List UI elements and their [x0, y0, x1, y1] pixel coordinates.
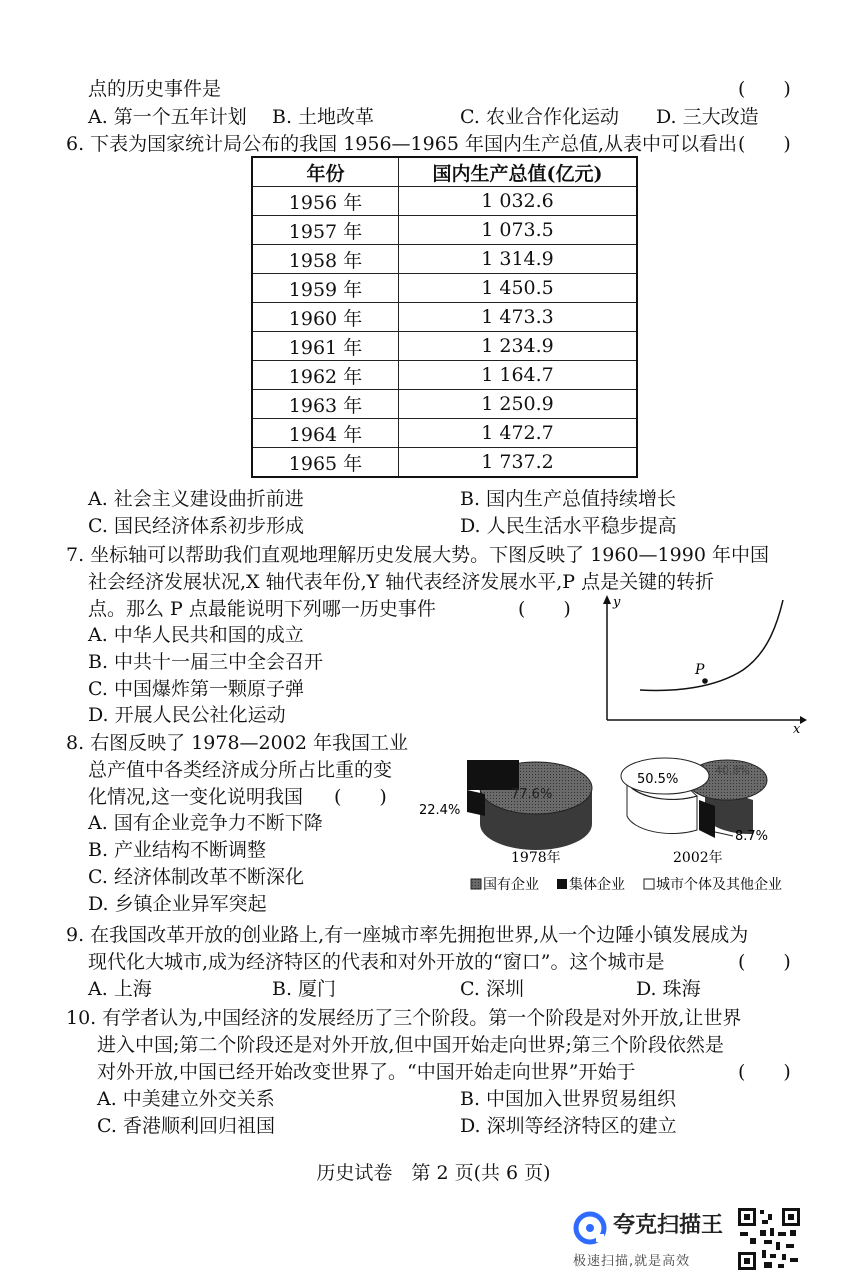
q7-stem-line1: 7. 坐标轴可以帮助我们直观地理解历史发展大势。下图反映了 1960—1990 年中国 [66, 544, 769, 566]
table-cell-gdp: 1 450.5 [399, 274, 638, 303]
q7-stem-line2: 社会经济发展状况,X 轴代表年份,Y 轴代表经济发展水平,P 点是关键的转折 [88, 571, 715, 593]
page-footer: 历史试卷 第 2 页(共 6 页) [316, 1162, 551, 1184]
q5-stem-tail: 点的历史事件是 [88, 78, 222, 100]
q6-stem: 6. 下表为国家统计局公布的我国 1956—1965 年国内生产总值,从表中可以看出 [66, 133, 737, 155]
table-cell-year: 1964 年 [252, 419, 399, 448]
table-row [252, 332, 637, 361]
table-row [252, 390, 637, 419]
scanner-brand: 夸克扫描王 [613, 1213, 724, 1238]
pie-2002 [621, 758, 768, 866]
q6-option-b: B. 国内生产总值持续增长 [460, 488, 677, 510]
qr-code-icon [736, 1206, 802, 1272]
pie-1978-collective-side [467, 790, 485, 816]
q8-stem-line2: 总产值中各类经济成分所占比重的变 [88, 759, 393, 781]
table-cell-year: 1962 年 [252, 361, 399, 390]
q6-option-c: C. 国民经济体系初步形成 [88, 515, 304, 537]
table-cell-year: 1963 年 [252, 390, 399, 419]
legend-label-state: 国有企业 [483, 877, 539, 893]
q9-stem-line1: 9. 在我国改革开放的创业路上,有一座城市率先拥抱世界,从一个边陲小镇发展成为 [66, 924, 749, 946]
q8-option-a: A. 国有企业竞争力不断下降 [88, 812, 323, 834]
pie-2002-leader-line [715, 832, 733, 836]
q7-coordinate-graph [595, 590, 810, 735]
scanner-slogan: 极速扫描,就是高效 [573, 1254, 691, 1269]
q7-option-d: D. 开展人民公社化运动 [88, 704, 286, 726]
q9-answer-paren: ( ) [738, 951, 791, 973]
table-cell-gdp: 1 250.9 [399, 390, 638, 419]
q7-option-a: A. 中华人民共和国的成立 [88, 624, 304, 646]
legend-swatch-state [471, 879, 481, 889]
table-cell-year: 1959 年 [252, 274, 399, 303]
q8-pie-charts [415, 750, 815, 902]
table-row [252, 245, 637, 274]
pie-1978 [419, 760, 592, 866]
table-cell-year: 1960 年 [252, 303, 399, 332]
q5-option-c: C. 农业合作化运动 [460, 106, 619, 128]
table-cell-gdp: 1 164.7 [399, 361, 638, 390]
table-row [252, 216, 637, 245]
pie-2002-private-label: 50.5% [637, 772, 679, 787]
q8-option-c: C. 经济体制改革不断深化 [88, 866, 304, 888]
q5-answer-paren: ( ) [738, 78, 791, 100]
point-p [702, 678, 708, 684]
q7-stem-line3: 点。那么 P 点最能说明下列哪一历史事件 [88, 598, 436, 620]
table-cell-gdp: 1 472.7 [399, 419, 638, 448]
q5-option-b: B. 土地改革 [272, 106, 375, 128]
table-header-row [252, 157, 637, 187]
x-axis-label: x [793, 722, 801, 735]
table-cell-gdp: 1 737.2 [399, 448, 638, 478]
table-cell-year: 1961 年 [252, 332, 399, 361]
legend-label-private: 城市个体及其他企业 [656, 877, 782, 893]
table-row [252, 361, 637, 390]
x-axis-arrow [800, 716, 807, 724]
table-row [252, 419, 637, 448]
point-p-label: P [695, 662, 705, 678]
pie-legend [471, 876, 782, 893]
legend-swatch-collective [557, 879, 567, 889]
table-cell-year: 1958 年 [252, 245, 399, 274]
pie-2002-collective-label: 8.7% [735, 829, 769, 844]
table-cell-year: 1957 年 [252, 216, 399, 245]
table-header-year: 年份 [252, 157, 399, 187]
q8-stem-line3: 化情况,这一变化说明我国 [88, 786, 304, 808]
q10-option-d: D. 深圳等经济特区的建立 [460, 1115, 677, 1137]
q9-stem-line2: 现代化大城市,成为经济特区的代表和对外开放的“窗口”。这个城市是 [88, 951, 665, 973]
q6-answer-paren: ( ) [738, 133, 791, 155]
q6-option-a: A. 社会主义建设曲折前进 [88, 488, 304, 510]
trend-curve [640, 600, 783, 690]
q5-option-a: A. 第一个五年计划 [88, 106, 247, 128]
y-axis-label: y [613, 595, 621, 610]
q10-stem-line3: 对外开放,中国已经开始改变世界了。“中国开始走向世界”开始于 [97, 1061, 636, 1083]
q10-answer-paren: ( ) [738, 1061, 791, 1083]
table-row [252, 274, 637, 303]
q8-option-d: D. 乡镇企业异军突起 [88, 893, 267, 915]
table-cell-gdp: 1 314.9 [399, 245, 638, 274]
q5-option-d: D. 三大改造 [656, 106, 759, 128]
q8-option-b: B. 产业结构不断调整 [88, 839, 267, 861]
q10-option-b: B. 中国加入世界贸易组织 [460, 1088, 677, 1110]
scanner-logo-icon [572, 1210, 608, 1246]
q8-answer-paren: ( ) [334, 786, 387, 808]
q9-option-c: C. 深圳 [460, 978, 524, 1000]
table-cell-gdp: 1 234.9 [399, 332, 638, 361]
table-header-gdp: 国内生产总值(亿元) [399, 157, 638, 187]
y-axis-arrow [603, 595, 611, 604]
pie-2002-collective-slice [699, 800, 715, 838]
pie-1978-collective-label: 22.4% [419, 803, 461, 818]
table-cell-year: 1956 年 [252, 187, 399, 216]
q9-option-d: D. 珠海 [636, 978, 701, 1000]
q7-option-c: C. 中国爆炸第一颗原子弹 [88, 678, 304, 700]
q10-stem-line2: 进入中国;第二个阶段还是对外开放,但中国开始走向世界;第三个阶段依然是 [97, 1034, 724, 1056]
table-row [252, 448, 637, 478]
table-cell-gdp: 1 032.6 [399, 187, 638, 216]
table-row [252, 303, 637, 332]
legend-label-collective: 集体企业 [569, 877, 625, 893]
table-cell-gdp: 1 473.3 [399, 303, 638, 332]
table-cell-gdp: 1 073.5 [399, 216, 638, 245]
pie-1978-collective-slice [467, 760, 519, 790]
q9-option-b: B. 厦门 [272, 978, 337, 1000]
q10-stem-line1: 10. 有学者认为,中国经济的发展经历了三个阶段。第一个阶段是对外开放,让世界 [66, 1007, 742, 1029]
q9-option-a: A. 上海 [88, 978, 152, 1000]
q10-option-a: A. 中美建立外交关系 [97, 1088, 275, 1110]
q8-stem-line1: 8. 右图反映了 1978—2002 年我国工业 [66, 732, 408, 754]
q10-option-c: C. 香港顺利回归祖国 [97, 1115, 275, 1137]
legend-swatch-private [644, 879, 654, 889]
q6-option-d: D. 人民生活水平稳步提高 [460, 515, 677, 537]
table-row [252, 187, 637, 216]
q7-option-b: B. 中共十一届三中全会召开 [88, 651, 324, 673]
gdp-table [251, 156, 638, 478]
table-cell-year: 1965 年 [252, 448, 399, 478]
q7-answer-paren: ( ) [518, 598, 571, 620]
pie-1978-state-label: 77.6% [511, 787, 553, 802]
pie-1978-caption: 1978年 [511, 850, 561, 866]
pie-2002-caption: 2002年 [673, 850, 723, 866]
pie-2002-state-label: 40.8% [715, 764, 750, 777]
